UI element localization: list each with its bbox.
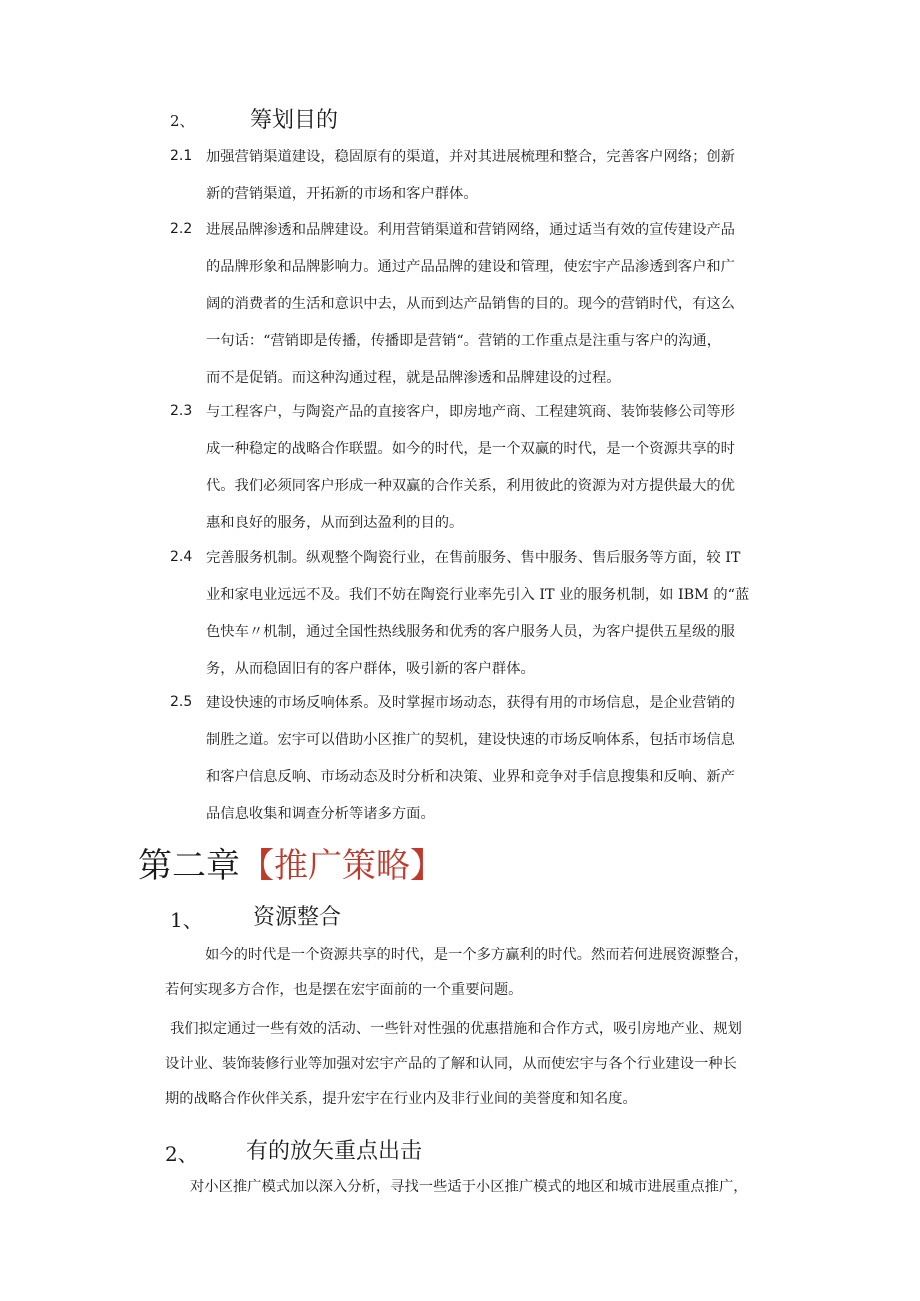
item-line: 新的营销渠道，开拓新的市场和客户群体。 — [206, 186, 478, 202]
item-line: 惠和良好的服务，从而到达盈利的目的。 — [206, 515, 464, 531]
item-line: 和客户信息反响、市场动态及时分析和决策、业界和竞争对手信息搜集和反响、新产 — [206, 769, 735, 785]
paragraph-line: 如今的时代是一个资源共享的时代，是一个多方赢利的时代。然而若何进展资源整合， — [205, 947, 749, 963]
paragraph-line: 期的战略合作伙伴关系，提升宏宇在行业内及非行业间的美誉度和知名度。 — [165, 1091, 637, 1107]
item-line: 色快车〃机制，通过全国性热线服务和优秀的客户服务人员，为客户提供五星级的服 — [206, 624, 735, 640]
item-line: 成一种稳定的战略合作联盟。如今的时代，是一个双赢的时代，是一个资源共享的时 — [206, 441, 735, 457]
item-line: 加强营销渠道建设，稳固原有的渠道，并对其进展梳理和整合，完善客户网络；创新 — [206, 149, 735, 165]
part-number: 1、 — [170, 908, 203, 932]
item-line: 完善服务机制。纵观整个陶瓷行业，在售前服务、售中服务、售后服务等方面，较 IT — [206, 550, 741, 566]
chapter-title: 推广策略 — [274, 846, 410, 886]
item-body — [206, 212, 788, 397]
chapter-close-bracket: 】 — [410, 846, 444, 886]
item-line: 进展品牌渗透和品牌建设。利用营销渠道和营销网络，通过适当有效的宣传建设产品 — [206, 222, 735, 238]
section-title: 筹划目的 — [250, 108, 339, 133]
item-line: 阔的消费者的生活和意识中去，从而到达产品销售的目的。现今的营销时代，有这么 — [206, 296, 735, 312]
item-line: 务，从而稳固旧有的客户群体，吸引新的客户群体。 — [206, 661, 535, 677]
paragraph — [165, 1012, 795, 1117]
item-line: 建设快速的市场反响体系。及时掌握市场动态，获得有用的市场信息，是企业营销的 — [206, 695, 735, 711]
item-line: 品信息收集和调查分析等诸多方面。 — [206, 806, 435, 822]
item-number: 2.5 — [170, 694, 193, 710]
chapter-heading — [138, 838, 444, 887]
paragraph-line: 对小区推广模式加以深入分析，寻找一些适于小区推广模式的地区和城市进展重点推广， — [190, 1179, 748, 1195]
part-number: 2、 — [165, 1142, 198, 1166]
part-title: 资源整合 — [253, 905, 342, 930]
paragraph-line: 若何实现多方合作，也是摆在宏宇面前的一个重要问题。 — [165, 982, 523, 998]
item-line: 与工程客户，与陶瓷产品的直接客户，即房地产商、工程建筑商、装饰装修公司等形 — [206, 404, 735, 420]
item-line: 代。我们必须同客户形成一种双赢的合作关系，利用彼此的资源为对方提供最大的优 — [206, 478, 735, 494]
chapter-number: 第二章 — [138, 846, 240, 886]
paragraph-line: 设计业、装饰装修行业等加强对宏宇产品的了解和认同，从而使宏宇与各个行业建设一种长 — [165, 1056, 737, 1072]
paragraph — [165, 1170, 795, 1205]
item-line: 制胜之道。宏宇可以借助小区推广的契机，建设快速的市场反响体系，包括市场信息 — [206, 732, 735, 748]
part-title: 有的放矢重点出击 — [246, 1139, 423, 1164]
chapter-open-bracket: 【 — [240, 846, 274, 886]
item-number: 2.2 — [170, 221, 193, 237]
item-body — [206, 540, 788, 688]
item-body — [206, 139, 788, 213]
item-body — [206, 394, 788, 542]
paragraph — [165, 938, 795, 1008]
section-number: 2、 — [170, 112, 195, 130]
item-number: 2.3 — [170, 403, 193, 419]
item-line: 业和家电业远远不及。我们不妨在陶瓷行业率先引入 IT 业的服务机制，如 IBM 的“蓝 — [206, 587, 750, 603]
item-line: 的品牌形象和品牌影响力。通过产品品牌的建设和管理，使宏宇产品渗透到客户和广 — [206, 259, 735, 275]
item-body — [206, 685, 788, 833]
paragraph-line: 我们拟定通过一些有效的活动、一些针对性强的优惠措施和合作方式，吸引房地产业、规划 — [170, 1021, 742, 1037]
item-line: 而不是促销。而这种沟通过程，就是品牌渗透和品牌建设的过程。 — [206, 370, 621, 386]
item-line: 一句话：“营销即是传播，传播即是营销“。营销的工作重点是注重与客户的沟通， — [206, 333, 722, 349]
item-number: 2.4 — [170, 549, 193, 565]
item-number: 2.1 — [170, 148, 193, 164]
